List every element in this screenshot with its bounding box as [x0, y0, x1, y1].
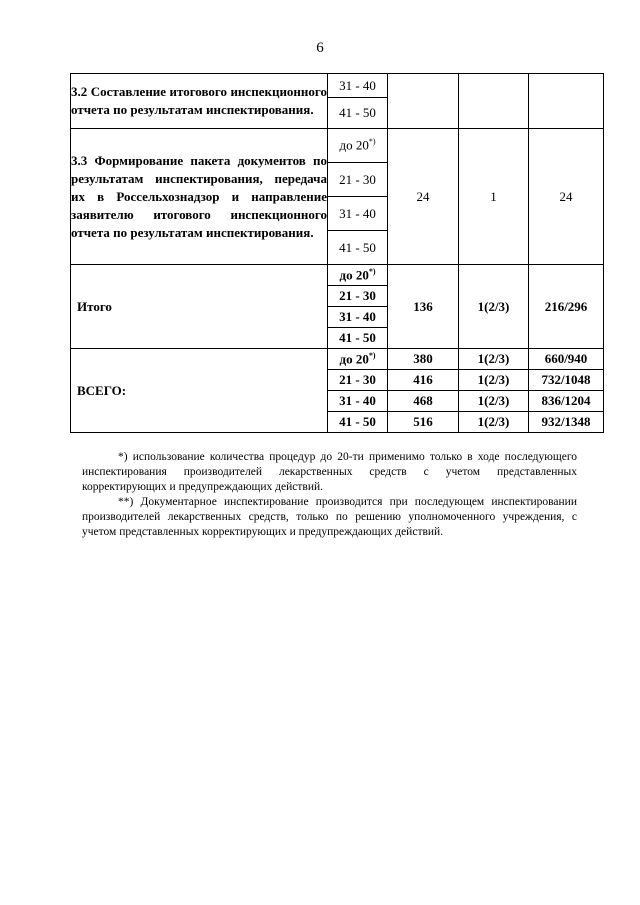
- range-cell: [328, 349, 388, 370]
- vsego-col4: 1(2/3): [459, 412, 529, 433]
- footnote-mark: *): [368, 350, 376, 360]
- vsego-col5: 732/1048: [529, 370, 604, 391]
- range-text: до 20: [339, 137, 369, 153]
- row-3-3-name: 3.3 Формирование пакета документов по результатам инспектирования, передача их в Россельхознадзор и направление заявителю итогового инспекционного отчета по результатам инспектирования.: [71, 129, 328, 265]
- range-cell: 31 - 40: [328, 74, 388, 98]
- range-cell: 41 - 50: [328, 412, 388, 433]
- vsego-col4: 1(2/3): [459, 391, 529, 412]
- vsego-col5: 660/940: [529, 349, 604, 370]
- range-cell: [328, 129, 388, 163]
- vsego-col5: 836/1204: [529, 391, 604, 412]
- vsego-col3: 380: [388, 349, 459, 370]
- table-row: [71, 129, 604, 163]
- table-row: [71, 265, 604, 286]
- range-cell: 21 - 30: [328, 163, 388, 197]
- range-cell: 31 - 40: [328, 307, 388, 328]
- itogo-col3: 136: [388, 265, 459, 349]
- empty-cell: [388, 74, 459, 129]
- row-3-3-col5: 24: [529, 129, 604, 265]
- inspection-table: [70, 73, 604, 433]
- row-3-2-name: 3.2 Составление итогового инспекционного отчета по результатам инспектирования.: [71, 74, 328, 129]
- range-text: до 20: [339, 267, 369, 283]
- table-row: [71, 74, 604, 98]
- range-cell: 41 - 50: [328, 328, 388, 349]
- table-row: [71, 349, 604, 370]
- footnotes: [82, 450, 577, 540]
- vsego-col4: 1(2/3): [459, 370, 529, 391]
- range-text: до 20: [339, 351, 369, 367]
- range-cell: 21 - 30: [328, 286, 388, 307]
- footnote-mark: *): [368, 137, 376, 147]
- page-number: 6: [316, 40, 324, 56]
- vsego-col4: 1(2/3): [459, 349, 529, 370]
- itogo-col5: 216/296: [529, 265, 604, 349]
- footnote-2: **) Документарное инспектирование производится при последующем инспектировании производителей лекарственных средств, только по решению уполномоченного учреждения, с учетом представленных корректирующих и предупреждающих действий.: [82, 496, 577, 538]
- empty-cell: [459, 74, 529, 129]
- vsego-col3: 416: [388, 370, 459, 391]
- vsego-col3: 468: [388, 391, 459, 412]
- range-cell: 41 - 50: [328, 98, 388, 129]
- row-3-3-col3: 24: [388, 129, 459, 265]
- range-cell: 31 - 40: [328, 197, 388, 231]
- row-3-3-col4: 1: [459, 129, 529, 265]
- footnote-mark: *): [368, 266, 376, 276]
- footnote-1: *) использование количества процедур до 20-ти применимо только в ходе последующего инспектирования производителей лекарственных средств с учетом представленных корректирующих и предупреждающих действий.: [82, 451, 577, 493]
- vsego-col5: 932/1348: [529, 412, 604, 433]
- range-cell: 21 - 30: [328, 370, 388, 391]
- vsego-col3: 516: [388, 412, 459, 433]
- range-cell: 41 - 50: [328, 231, 388, 265]
- vsego-label: ВСЕГО:: [71, 349, 328, 433]
- itogo-col4: 1(2/3): [459, 265, 529, 349]
- range-cell: [328, 265, 388, 286]
- empty-cell: [529, 74, 604, 129]
- itogo-label: Итого: [71, 265, 328, 349]
- range-cell: 31 - 40: [328, 391, 388, 412]
